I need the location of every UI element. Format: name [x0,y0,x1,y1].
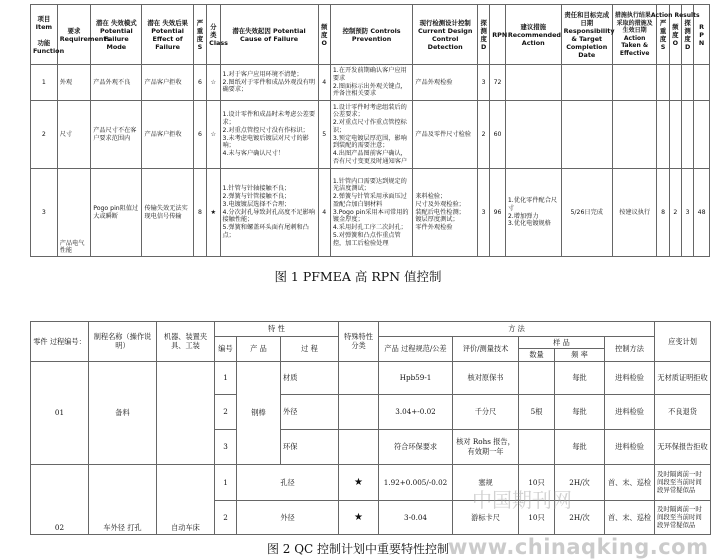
qc-process-no: 02 [31,464,89,534]
row-d: 3 [478,169,490,257]
table-row [31,169,710,257]
header-product: 产 品 [237,337,281,362]
qc-qty [519,361,555,394]
figure-2-caption: 图 2 QC 控制计划中重要特性控制 [266,542,450,556]
watermark-text: 中国期刊网 [472,488,572,512]
header-no: 编号 [215,337,237,362]
qc-freq: 每批 [555,429,605,464]
header-occurrence: 频度 O [318,5,330,65]
header-recommended: 建议措施 Recommended Action [505,5,561,65]
header-class: 分类 Class [207,5,220,65]
row-no: 2 [31,101,58,169]
row-no: 1 [31,65,58,101]
qc-qty [519,429,555,464]
row-responsibility [561,101,612,169]
header-detection-rating: 探测度 D [478,5,490,65]
row-cause: 1.对于客户应用环境不清楚； 2.图纸对于零件和成品外观没有明确要求； [220,65,318,101]
qc-control: 首、末、巡检 [605,500,655,534]
qc-process-name: 车外径 打孔 [89,464,157,534]
qc-no: 2 [215,500,237,534]
header-freq: 频 率 [555,349,605,361]
row-new-rpn [694,65,710,101]
qc-freq: 2H/次 [555,500,605,534]
row-class: ☆ [207,101,220,169]
header-prevention: 控制预防 Controls Prevention [330,5,413,65]
row-requirement: 尺寸 [57,101,90,169]
row-class: ☆ [207,65,220,101]
header-failure-effect: 潜在 失效后果 Potential Effect of Failure [142,5,193,65]
qc-process: 材质 [281,361,339,394]
header-severity: 严重度 S [193,5,206,65]
header-process-name: 制程名称（操作说明） [89,322,157,362]
row-detection: 产品及零件尺寸检验 [413,101,478,169]
qc-spec: 符合环保要求 [379,429,453,464]
header-new-d: 探测度 D [681,5,693,65]
row-mode: 产品外观不良 [91,65,142,101]
row-class: ★ [207,169,220,257]
row-prevention: 1.在开发前期确认客户应用要求 2.图面标示出外观关键点，并备注相关要求 [330,65,413,101]
row-new-d [681,101,693,169]
header-sample: 样 品 [519,337,605,349]
header-new-s: 严重度 S [657,5,669,65]
table-row [31,101,710,169]
qc-eval: 塞规 [453,464,519,500]
qc-spec: Hpb59-1 [379,361,453,394]
header-characteristics: 特 性 [215,322,339,337]
qc-process: 外径 [281,394,339,429]
row-effect: 传输失效无法实现电信号传输 [142,169,193,257]
qc-reaction: 不良退货 [655,394,711,429]
qc-freq: 每批 [555,361,605,394]
row-o: 5 [318,101,330,169]
row-mode: 产品尺寸不在客户要求范围内 [91,101,142,169]
qc-no: 2 [215,394,237,429]
qc-machine [157,361,215,464]
qc-no: 1 [215,464,237,500]
qc-no: 3 [215,429,237,464]
qc-spec: 1.92+0.005/-0.02 [379,464,453,500]
header-machine: 机器、装置夹具、工装 [157,322,215,362]
header-item: 项目 Item 功能 Function [31,5,58,65]
qc-control: 进料检验 [605,394,655,429]
qc-special: ★ [339,500,379,534]
header-process: 过 程 [281,337,339,362]
row-recommended: 1.优化零件配合尺寸 2.增加弹力 3.优化电镀规格 [505,169,561,257]
qc-qty: 10只 [519,464,555,500]
header-cause: 潜在失效起因 Potential Cause of Failure [220,5,318,65]
header-qty: 数量 [519,349,555,361]
row-prevention: 1.设计零件时考虑组装后的公差要求； 2.对重点尺寸作重点管控标识； 3.预定电镀层厚范围，影响到装配的需要注意； 4.出图产品图前客户确认，否有尺寸变更及时通知客户 [330,101,413,169]
row-o: 4 [318,169,330,257]
row-new-d: 3 [681,169,693,257]
row-new-o: 2 [669,169,681,257]
qc-control: 首、末、巡检 [605,464,655,500]
qc-reaction: 无材质证明拒收 [655,361,711,394]
qc-eval: 千分尺 [453,394,519,429]
row-no: 3 [31,169,58,257]
row-o: 4 [318,65,330,101]
row-d: 3 [478,65,490,101]
header-responsibility: 责任和目标完成日期 Responsibility & Target Completion Date [561,5,612,65]
figure-1-caption: 图 1 PFMEA 高 RPN 值控制 [274,269,442,284]
row-taken [612,65,657,101]
qc-special [339,429,379,464]
qc-control: 进料检验 [605,429,655,464]
row-rpn: 60 [490,101,506,169]
header-new-rpn: R P N [694,5,710,65]
watermark-url: www.chinaqking.com [448,535,709,559]
header-process-no: 零件 过程编号： [31,322,89,362]
pfmea-table [30,4,710,257]
qc-machine: 自动车床 [157,464,215,534]
row-requirement: 产品电气性能 [57,169,90,257]
row-new-rpn: 48 [694,169,710,257]
row-prevention: 1.针管内口需要达到规定的光洁度测试； 2.弹簧与针管采用承面压过盈配合加白钢材料 3.Pogo pin采用本司常用的镀金厚度； 4.采用封孔工序二次封孔； 5.对弹簧和凸点作重点管控，加工后检验处理 [330,169,413,257]
qc-reaction: 及时隔离前一时间段至当前时间段异常疑似品 [655,464,711,500]
row-mode: Pogo pin阻值过大或瞬断 [91,169,142,257]
header-actions-taken: 措施执行结果Action Results 采取的措施及生效日期 Action Taken & Effective [612,5,657,65]
header-spec: 产品 过程规范/公差 [379,337,453,362]
row-new-rpn [694,101,710,169]
qc-eval: 核对 Rohs 报告，有效期一年 [453,429,519,464]
qc-process-no: 01 [31,361,89,464]
row-recommended [505,101,561,169]
row-rpn: 72 [490,65,506,101]
row-rpn: 96 [490,169,506,257]
row-new-s: 8 [657,169,669,257]
header-methods: 方 法 [379,322,655,337]
header-rpn: RPN [490,5,506,65]
row-new-o [669,65,681,101]
row-cause: 1.针管与针轴接触不良； 2.弹簧与针管接触不良； 3.电镀镀层选择不合理； 4.分次封孔导致封孔高度不足影响接触性能； 5.弹簧和螺盖环头面有尾刺和凸点； [220,169,318,257]
row-responsibility: 5/26日完成 [561,169,612,257]
row-detection: 产品外观检验 [413,65,478,101]
row-s: 8 [193,169,206,257]
qc-eval: 核对原保书 [453,361,519,394]
qc-product: 钢棒 [237,361,281,464]
row-responsibility [561,65,612,101]
qc-reaction: 及时隔离前一时间段至当前时间段异常疑似品 [655,500,711,534]
header-control: 控制方法 [605,337,655,362]
row-taken: 按建议执行 [612,169,657,257]
qc-header-row [31,322,711,337]
row-effect: 产品客户拒收 [142,65,193,101]
qc-special [339,361,379,394]
row-taken [612,101,657,169]
qc-qty: 10只 [519,500,555,534]
header-new-o: 频度 O [669,5,681,65]
qc-spec: 3-0.04 [379,500,453,534]
qc-spec: 3.04+-0.02 [379,394,453,429]
table-row [31,464,711,500]
qc-freq: 2H/次 [555,464,605,500]
qc-product: 孔径 [237,464,339,500]
row-new-s [657,65,669,101]
row-cause: 1.设计零件和成品时未考虑公差要求； 2.对重点管控尺寸没有作标识； 3.未考虑电镀后镀层对尺寸的影响； 4.未与客户确认尺寸！ [220,101,318,169]
pfmea-header-row [31,5,710,65]
table-row [31,361,711,394]
row-detection: 来料检验； 尺寸及外观检验； 装配后电性检测； 镀层厚度测试； 零件外观检验 [413,169,478,257]
header-eval: 评价/测量技术 [453,337,519,362]
row-new-o [669,101,681,169]
qc-process: 环保 [281,429,339,464]
header-special: 特殊特性分类 [339,322,379,362]
qc-freq: 每批 [555,394,605,429]
row-d: 2 [478,101,490,169]
row-s: 6 [193,101,206,169]
row-new-s [657,101,669,169]
qc-special [339,394,379,429]
header-requirements: 要求 Requirements [57,5,90,65]
qc-special: ★ [339,464,379,500]
row-new-d [681,65,693,101]
table-row [31,65,710,101]
row-effect: 产品客户拒收 [142,101,193,169]
qc-control: 进料检验 [605,361,655,394]
qc-process-name: 备料 [89,361,157,464]
qc-control-plan-table [30,321,711,535]
row-requirement: 外观 [57,65,90,101]
qc-qty: 5根 [519,394,555,429]
qc-reaction: 无环保报告拒收 [655,429,711,464]
qc-no: 1 [215,361,237,394]
header-reaction: 应变计划 [655,322,711,362]
row-recommended [505,65,561,101]
header-failure-mode: 潜在 失效模式 Potential Failure Mode [91,5,142,65]
row-s: 6 [193,65,206,101]
header-detection: 现行检测设计控制 Current Design Control Detection [413,5,478,65]
qc-eval: 游标卡尺 [453,500,519,534]
qc-product: 外径 [237,500,339,534]
